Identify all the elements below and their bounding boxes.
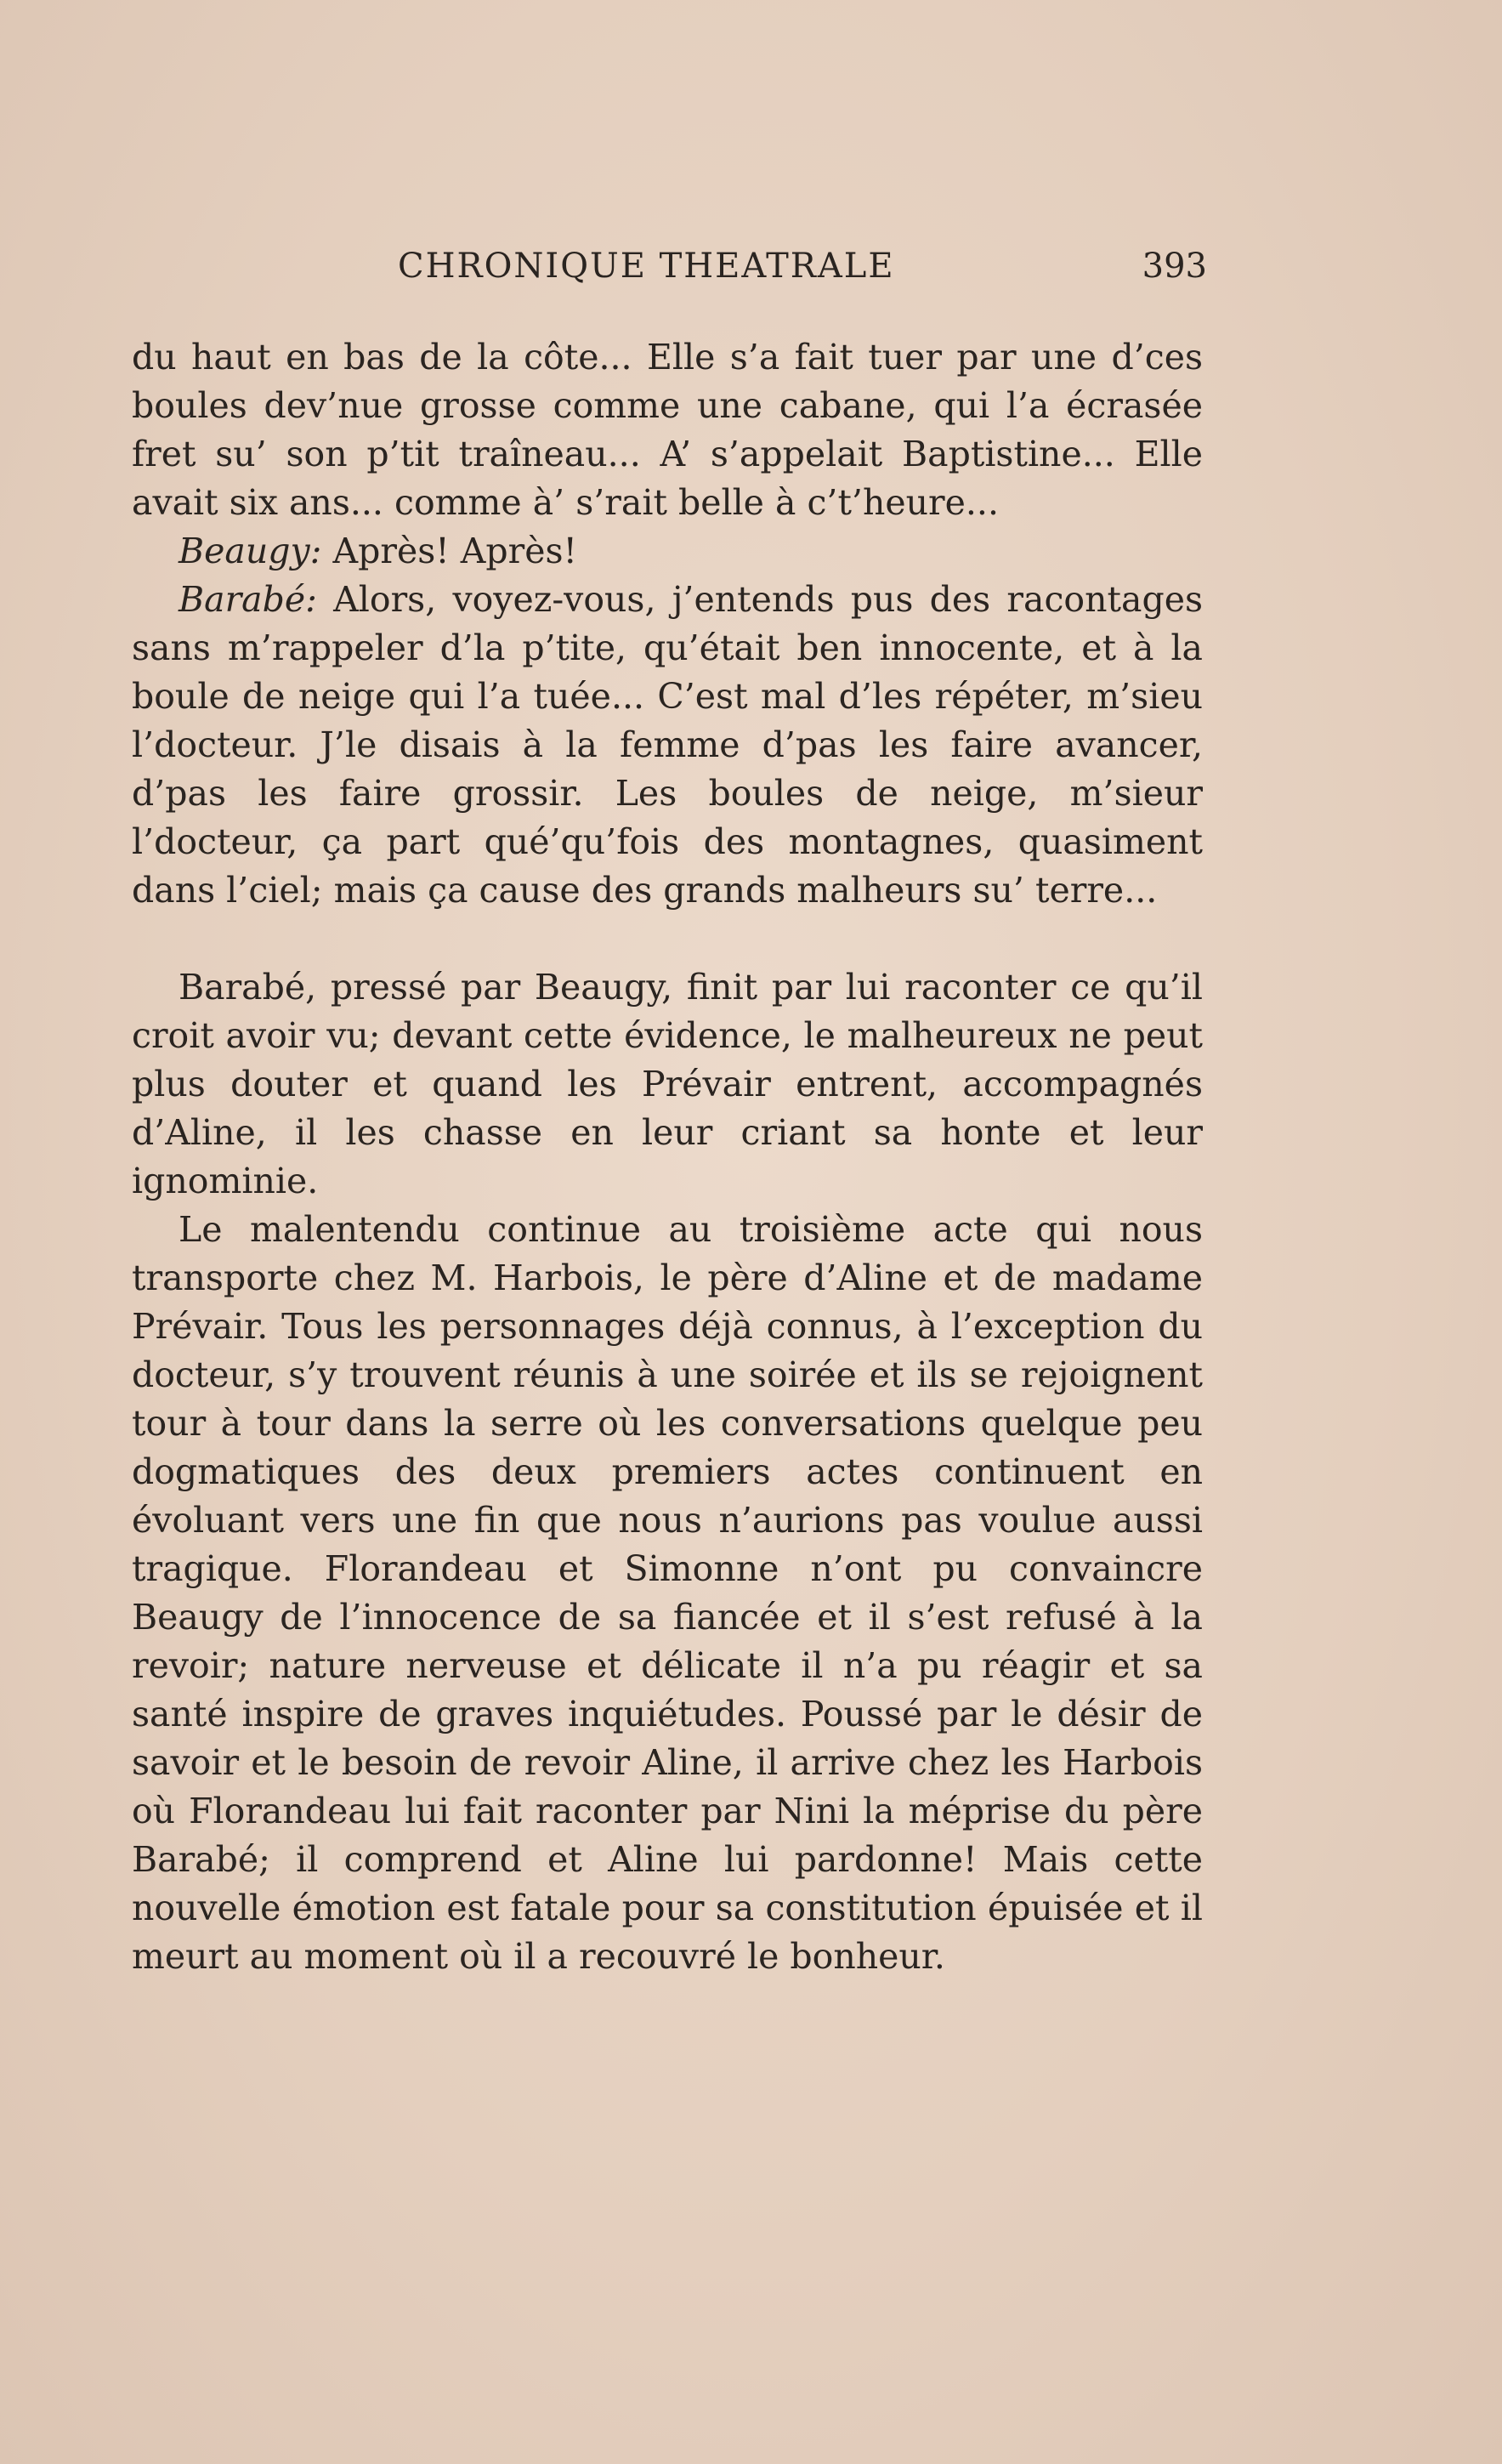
page-number: 393 [1142,247,1207,286]
page-header [128,247,1207,298]
paragraph-continuation: du haut en bas de la côte... Elle s’a fait tuer par une d’ces boules dev’nue grosse comme une cabane, qui l’a écrasée fret su’ son p’tit traîneau... A’ s’appelait Baptistine... Elle avait six ans... comme à’ s’rait belle à c’t’heure... [132,337,1203,523]
running-title: CHRONIQUE THEATRALE [398,247,895,286]
paragraph: Le malentendu continue au troisième acte qui nous transporte chez M. Harbois, le père d’Aline et de madame Prévair. Tous les personnages déjà connus, à l’exception du docteur, s’y trouvent réunis à une soirée et ils se rejoignent tour à tour dans la serre où les conversations quelque peu dogmatiques des deux premiers actes continuent en évoluant vers une fin que nous n’aurions pas voulue aussi tragique. Florandeau et Simonne n’ont pu convaincre Beaugy de l’innocence de sa fiancée et il s’est refusé à la revoir; nature nerveuse et délicate il n’a pu réagir et sa santé inspire de graves inquiétudes. Poussé par le désir de savoir et le besoin de revoir Aline, il arrive chez les Harbois où Florandeau lui fait raconter par Nini la méprise du père Barabé; il comprend et Aline lui pardonne! Mais cette nouvelle émotion est fatale pour sa constitution épuisée et il meurt au moment où il a recouvré le bonheur. [132,1209,1203,1977]
dialogue-line-barabe [132,576,1203,915]
paragraph: Barabé, pressé par Beaugy, finit par lui raconter ce qu’il croit avoir vu; devant cette évidence, le malheureux ne peut plus douter et quand les Prévair entrent, accompagnés d’Aline, il les chasse en leur criant sa honte et leur ignominie. [132,967,1203,1201]
dialogue-line-beaugy [132,527,1203,576]
dialogue-text: Alors, voyez-vous, j’entends pus des racontages sans m’rappeler d’la p’tite, qu’était ben innocente, et à la boule de neige qui l’a tuée... C’est mal d’les répéter, m’sieu l’docteur. J’le disais à la femme d’pas les faire avancer, d’pas les faire grossir. Les boules de neige, m’sieur l’docteur, ça part qué’qu’fois des montagnes, quasiment dans l’ciel; mais ça cause des grands malheurs su’ terre... [132,579,1203,911]
speaker-name: Barabé: [179,579,317,620]
body-text [132,333,1203,1981]
dialogue-text: Après! Après! [332,531,578,571]
speaker-name: Beaugy: [179,531,322,571]
